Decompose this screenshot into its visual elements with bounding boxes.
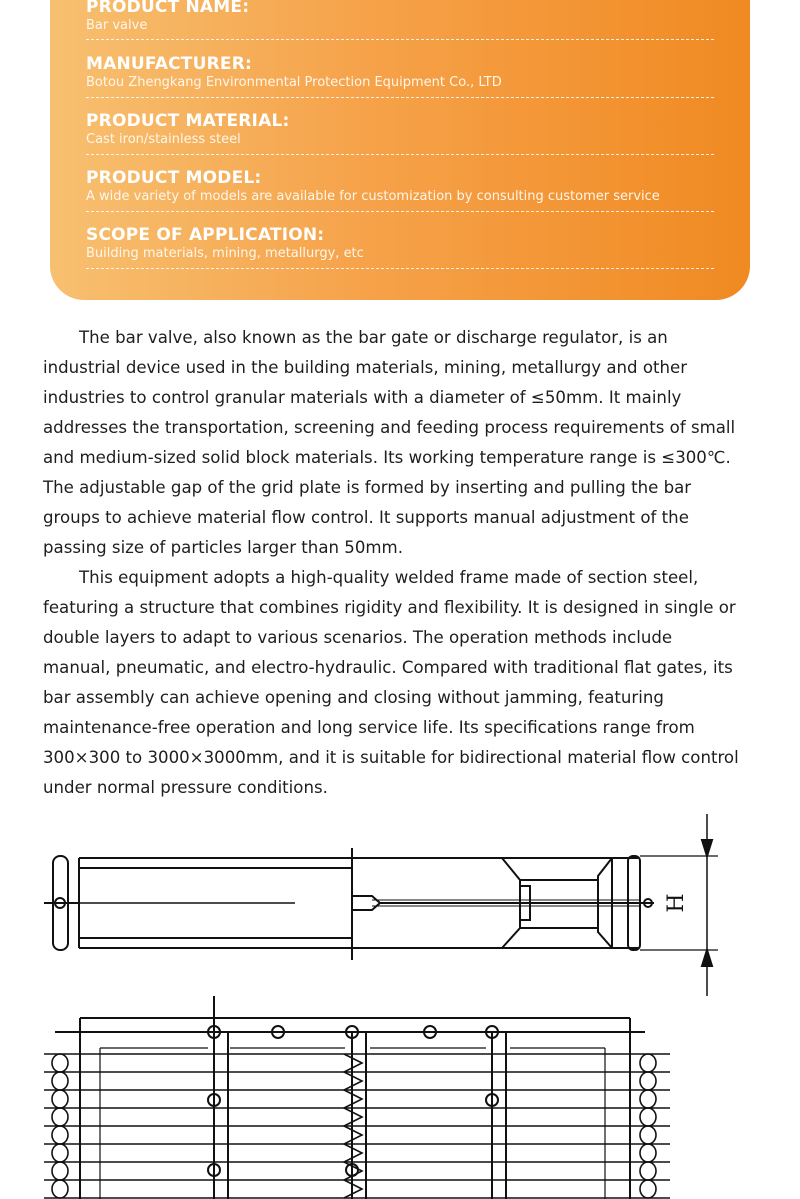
info-item-scope <box>86 225 714 263</box>
info-item-model <box>86 168 714 206</box>
description-paragraph-2: This equipment adopts a high-quality welded frame made of section steel, featuring a structure that combines rigidity and flexibility. It is designed in single or double layers to adapt to various scenarios. The operation methods include manual, pneumatic, and electro-hydraulic. Compared with traditional flat gates, its bar assembly can achieve opening and closing without jamming, featuring maintenance-free operation and long service life. Its specifications range from 300×300 to 3000×3000mm, and it is suitable for bidirectional material flow control under normal pressure conditions. <box>43 568 739 797</box>
plan-view <box>44 996 670 1199</box>
info-value: A wide variety of models are available for customization by consulting customer service <box>86 189 660 204</box>
dimension-label-h: H <box>664 893 689 913</box>
info-value: Cast iron/stainless steel <box>86 132 241 147</box>
info-item-material <box>86 111 714 149</box>
info-value: Botou Zhengkang Environmental Protection Equipment Co., LTD <box>86 75 502 90</box>
divider <box>86 268 714 269</box>
info-item-product-name <box>86 0 714 35</box>
bar-valve-drawing-svg <box>0 800 800 1199</box>
product-info-card <box>50 0 750 300</box>
info-label: SCOPE OF APPLICATION: <box>86 225 325 245</box>
info-label: PRODUCT MODEL: <box>86 168 262 188</box>
divider <box>86 97 714 98</box>
divider <box>86 39 714 40</box>
info-label: PRODUCT MATERIAL: <box>86 111 290 131</box>
info-item-manufacturer <box>86 54 714 92</box>
divider <box>86 154 714 155</box>
info-value: Building materials, mining, metallurgy, etc <box>86 246 364 261</box>
product-description <box>43 323 763 803</box>
description-paragraph-1: The bar valve, also known as the bar gate or discharge regulator, is an industrial device used in the building materials, mining, metallurgy and other industries to control granular materials with a diameter of ≤50mm. It mainly addresses the transportation, screening and feeding process requirements of small and medium-sized solid block materials. Its working temperature range is ≤300℃. The adjustable gap of the grid plate is formed by inserting and pulling the bar groups to achieve material flow control. It supports manual adjustment of the passing size of particles larger than 50mm. <box>43 328 736 557</box>
info-label: MANUFACTURER: <box>86 54 252 74</box>
bar-rows <box>44 1054 670 1198</box>
side-elevation-view <box>44 814 718 996</box>
info-value: Bar valve <box>86 18 148 33</box>
technical-drawing <box>0 800 800 1199</box>
divider <box>86 211 714 212</box>
info-label: PRODUCT NAME: <box>86 0 250 17</box>
